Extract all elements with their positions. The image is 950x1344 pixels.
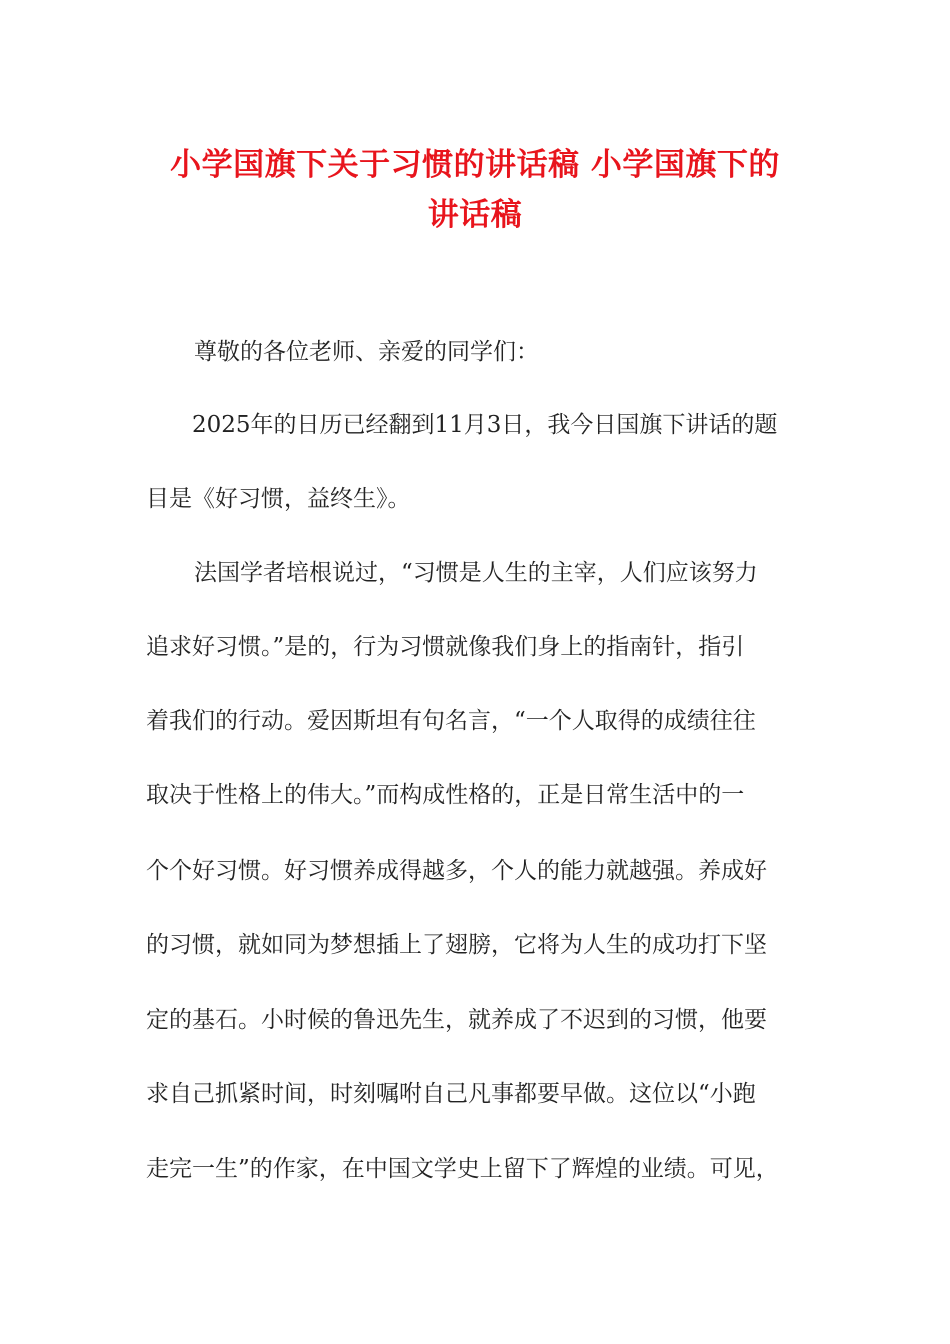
paragraph-line: 目是《好习惯，益终生》。 [146, 486, 411, 512]
document-title [130, 140, 820, 240]
paragraph-line: 着我们的行动。爱因斯坦有句名言，“一个人取得的成绩往往 [146, 708, 756, 734]
paragraph-line: 法国学者培根说过，“习惯是人生的主宰，人们应该努力 [194, 560, 758, 586]
paragraph-line: 求自己抓紧时间，时刻嘱咐自己凡事都要早做。这位以“小跑 [146, 1081, 756, 1107]
paragraph-line: 的习惯，就如同为梦想插上了翅膀，它将为人生的成功打下坚 [146, 932, 767, 958]
title-line-2: 讲话稿 [427, 197, 523, 233]
paragraph-line: 个个好习惯。好习惯养成得越多，个人的能力就越强。养成好 [146, 858, 767, 884]
salutation-line: 尊敬的各位老师、亲爱的同学们： [194, 339, 539, 365]
paragraph-line: 走完一生”的作家，在中国文学史上留下了辉煌的业绩。可见， [146, 1156, 779, 1182]
paragraph-line: 定的基石。小时候的鲁迅先生，就养成了不迟到的习惯，他要 [146, 1007, 767, 1033]
paragraph-line: 追求好习惯。”是的，行为习惯就像我们身上的指南针，指引 [146, 634, 745, 660]
paragraph-line: 2025年的日历已经翻到11月3日，我今日国旗下讲话的题 [192, 412, 778, 438]
paragraph-line: 取决于性格上的伟大。”而构成性格的，正是日常生活中的一 [146, 782, 745, 808]
title-line-1: 小学国旗下关于习惯的讲话稿 小学国旗下的 [170, 147, 780, 183]
